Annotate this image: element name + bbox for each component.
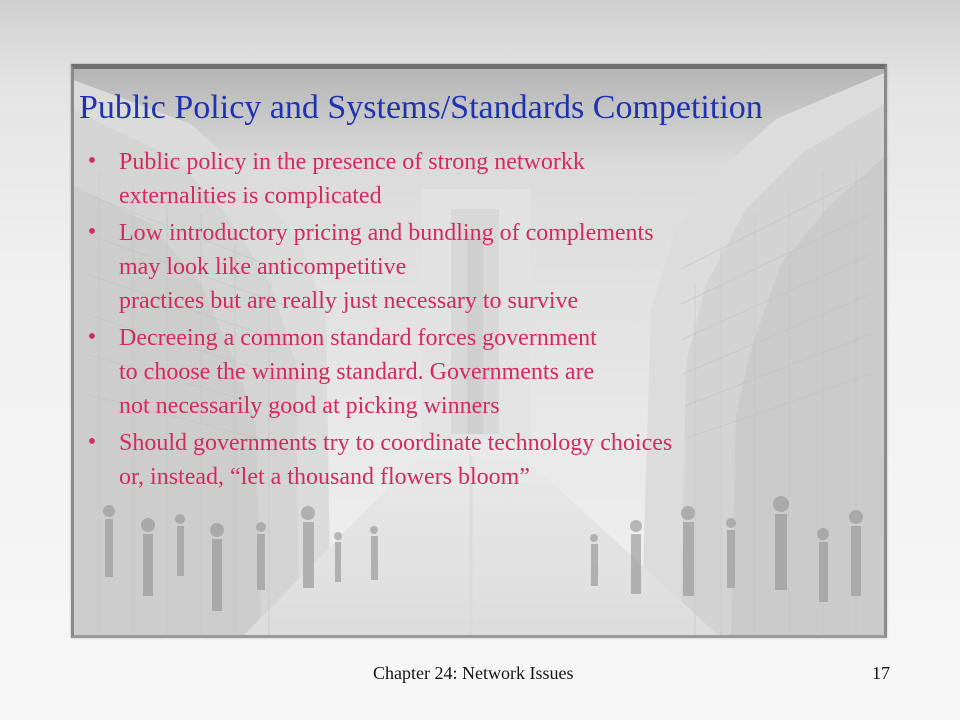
bullet-line: not necessarily good at picking winners bbox=[119, 393, 500, 419]
bullet-line: externalities is complicated bbox=[119, 183, 382, 209]
bullet-line: Decreeing a common standard forces government bbox=[119, 325, 597, 351]
bullet-item bbox=[82, 321, 872, 423]
bullet-dot-icon: • bbox=[87, 219, 97, 245]
bullet-line: Should governments try to coordinate technology choices bbox=[119, 430, 673, 456]
bullet-line: Public policy in the presence of strong networkk bbox=[119, 149, 585, 175]
bullet-list bbox=[82, 145, 872, 497]
slide-title: Public Policy and Systems/Standards Competition bbox=[79, 89, 763, 126]
bullet-dot-icon: • bbox=[87, 429, 97, 455]
bullet-line: or, instead, “let a thousand flowers bloom” bbox=[119, 464, 530, 490]
bullet-line: may look like anticompetitive bbox=[119, 254, 407, 280]
bullet-dot-icon: • bbox=[87, 324, 97, 350]
bullet-line: practices but are really just necessary to survive bbox=[119, 288, 579, 314]
page-number: 17 bbox=[872, 663, 890, 683]
footer-chapter: Chapter 24: Network Issues bbox=[373, 663, 574, 683]
bullet-line: Low introductory pricing and bundling of complements bbox=[119, 220, 654, 246]
bullet-dot-icon: • bbox=[87, 148, 97, 174]
slide-panel bbox=[71, 64, 887, 638]
bullet-item bbox=[82, 426, 872, 494]
bullet-line: to choose the winning standard. Governments are bbox=[119, 359, 595, 385]
bullet-item bbox=[82, 145, 872, 213]
bullet-item bbox=[82, 216, 872, 318]
